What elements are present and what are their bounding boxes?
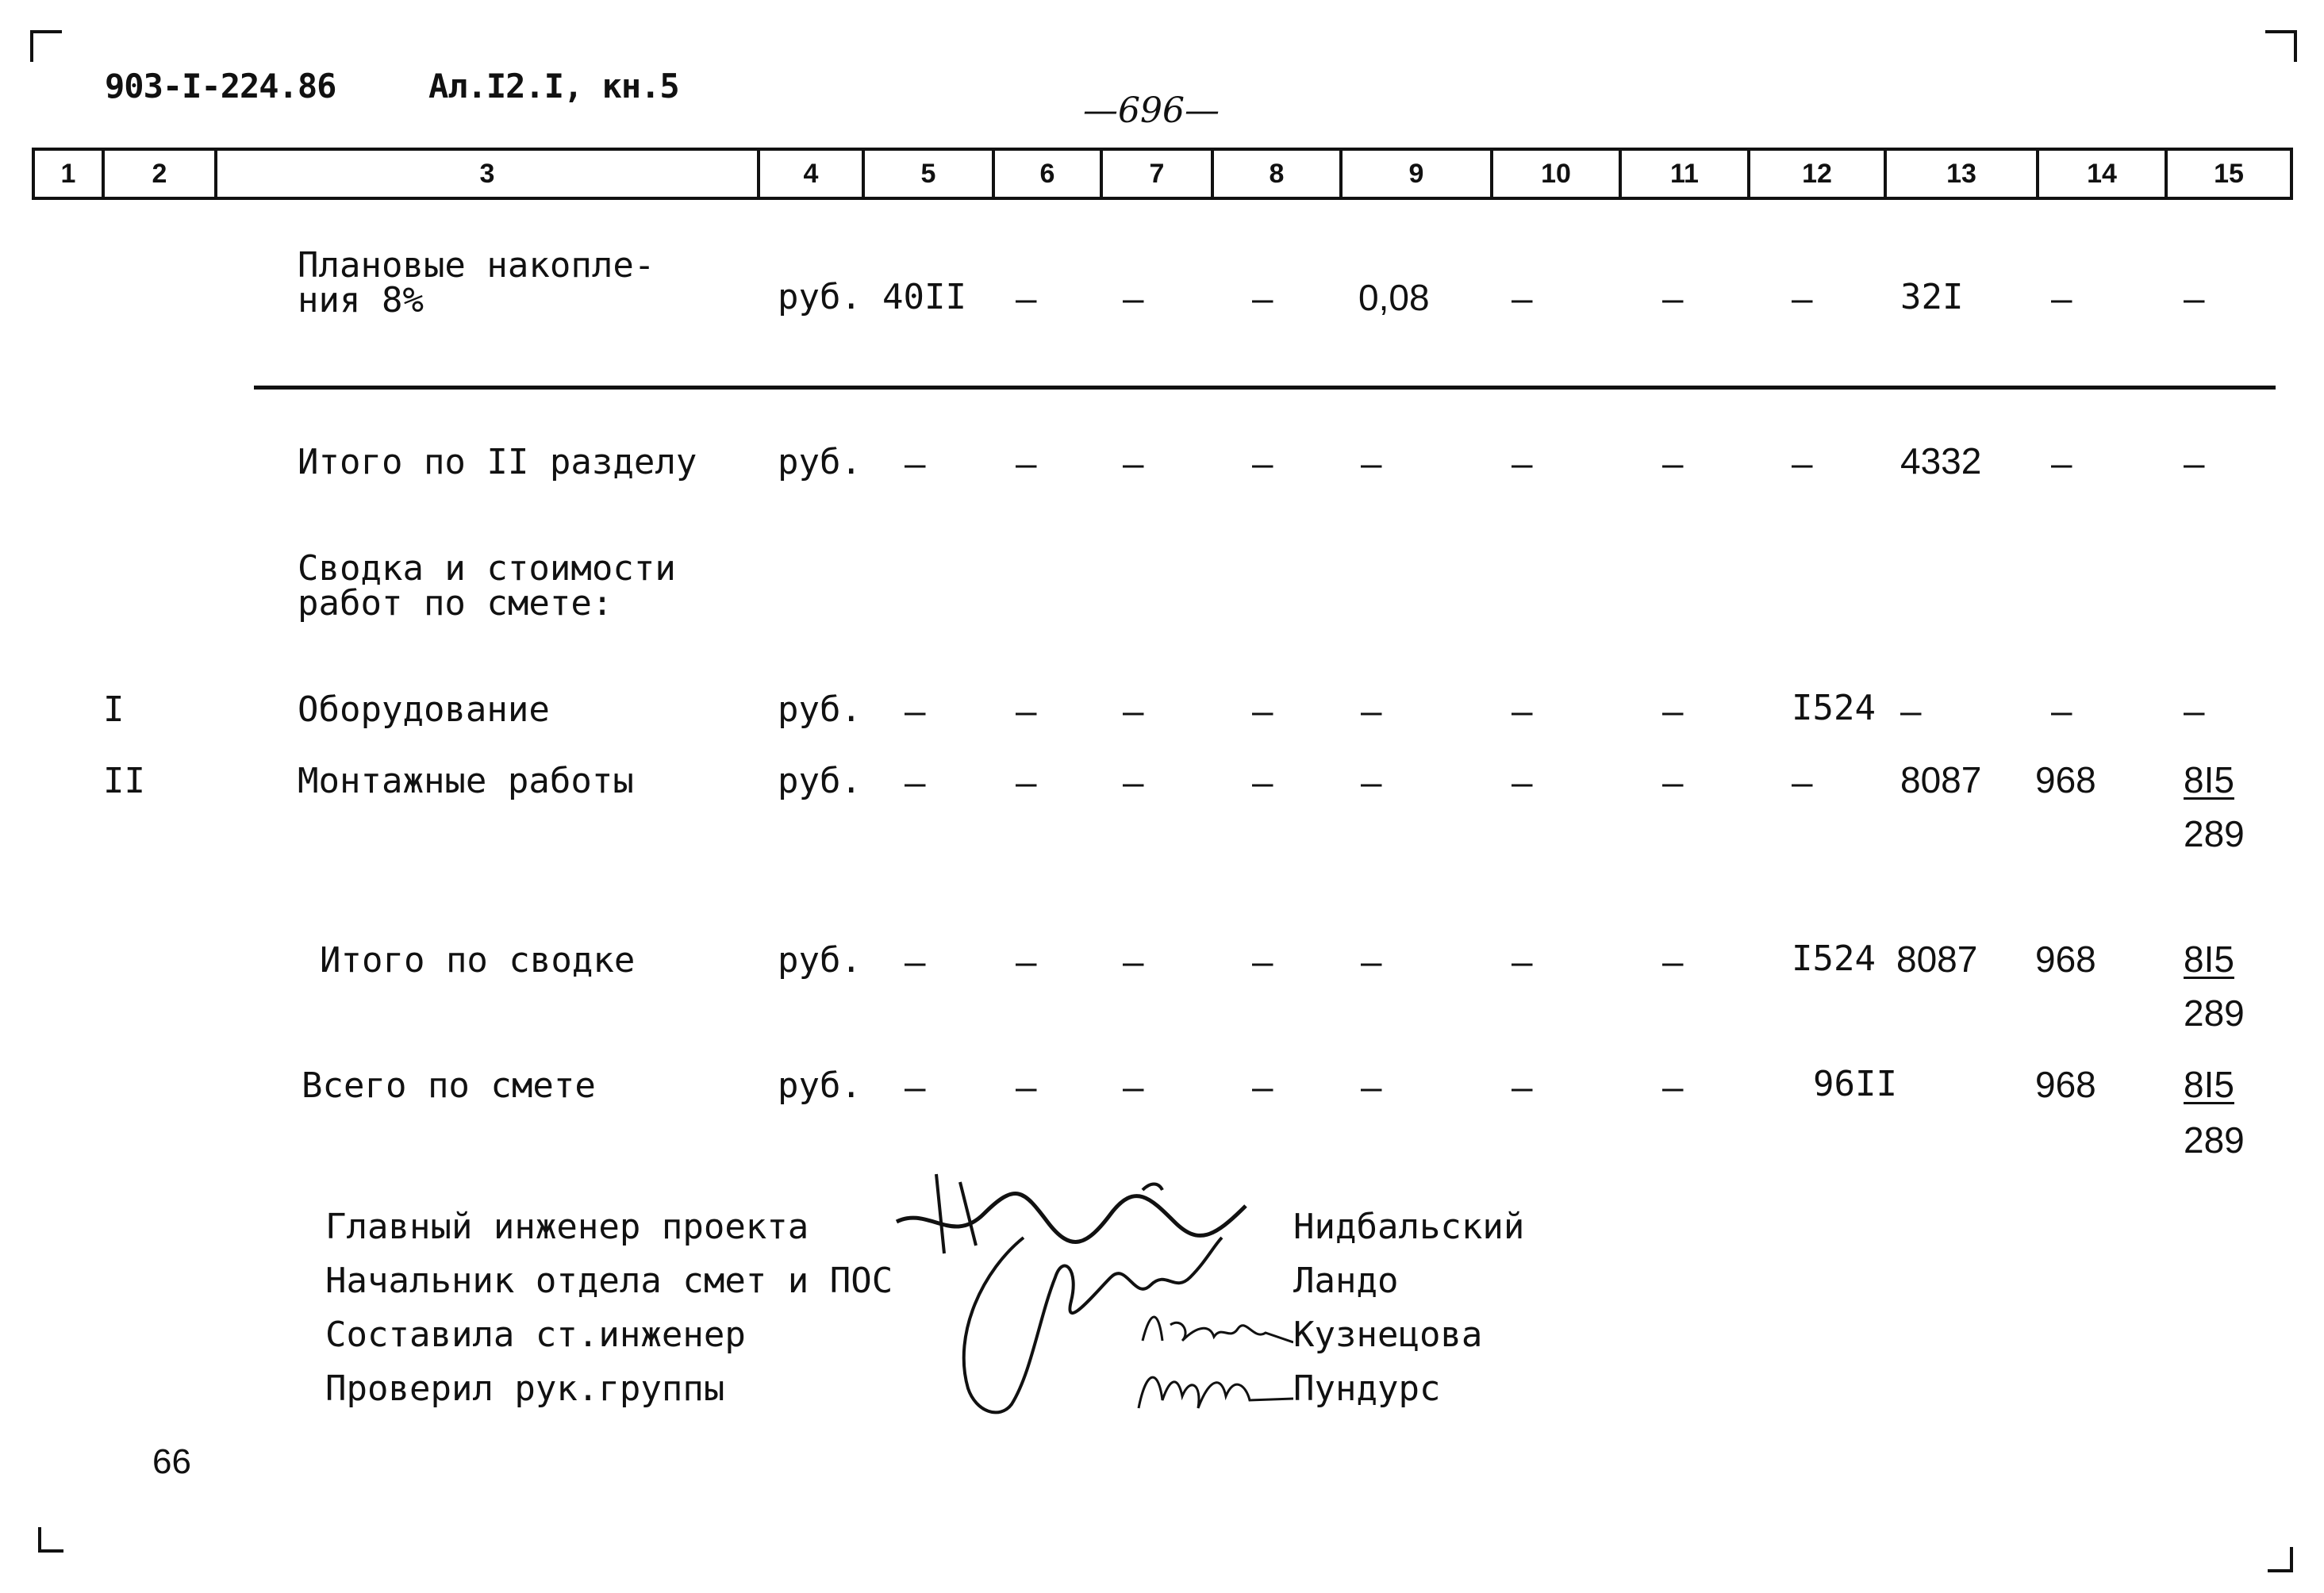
cell-col12: – bbox=[1792, 279, 1813, 320]
cell-col11: – bbox=[1662, 942, 1684, 983]
cell-col11: – bbox=[1662, 444, 1684, 485]
row-label-line1: Плановые накопле- bbox=[298, 245, 655, 286]
cell-col10: – bbox=[1512, 444, 1533, 485]
cell-col9: 0,08 bbox=[1358, 277, 1430, 318]
unit: руб. bbox=[778, 761, 862, 801]
cell-col12: I524 bbox=[1792, 939, 1876, 979]
cell-col13: 8087 bbox=[1900, 759, 1982, 800]
cell-col10: – bbox=[1512, 279, 1533, 320]
col-header-11: 11 bbox=[1619, 148, 1750, 200]
cell-col8: – bbox=[1252, 279, 1273, 320]
row-label: Итого по II разделу bbox=[298, 442, 697, 482]
cell-col5: – bbox=[905, 763, 926, 804]
cell-col12: – bbox=[1792, 763, 1813, 804]
cell-col15-numerator: 8I5 bbox=[2184, 759, 2234, 800]
col-header-7: 7 bbox=[1100, 148, 1214, 200]
col-header-12: 12 bbox=[1747, 148, 1887, 200]
cell-col13: 32I bbox=[1900, 277, 1964, 317]
row-label: Всего по смете bbox=[302, 1065, 596, 1106]
unit: руб. bbox=[778, 277, 862, 317]
cell-col11: – bbox=[1662, 1068, 1684, 1108]
col-header-1: 1 bbox=[32, 148, 105, 200]
section-divider-line bbox=[254, 386, 2276, 390]
unit: руб. bbox=[778, 689, 862, 730]
cell-col10: – bbox=[1512, 692, 1533, 732]
cell-col13: 8087 bbox=[1896, 939, 1978, 980]
cell-col14: – bbox=[2051, 444, 2072, 485]
col-header-2: 2 bbox=[102, 148, 217, 200]
cell-col6: – bbox=[1016, 279, 1037, 320]
cell-col8: – bbox=[1252, 444, 1273, 485]
corner-mark-top-left bbox=[30, 30, 62, 62]
cell-col15-numerator: 8I5 bbox=[2184, 1064, 2234, 1105]
col-header-6: 6 bbox=[992, 148, 1103, 200]
document-code: 903-I-224.86 bbox=[105, 67, 336, 106]
col-header-3: 3 bbox=[214, 148, 760, 200]
col-header-15: 15 bbox=[2165, 148, 2293, 200]
signature-role: Составила ст.инженер bbox=[325, 1315, 746, 1355]
unit: руб. bbox=[778, 442, 862, 482]
cell-col6: – bbox=[1016, 942, 1037, 983]
cell-col14: 968 bbox=[2035, 1064, 2096, 1105]
signature-name: Нидбальский bbox=[1293, 1207, 1525, 1247]
cell-col5: 40II bbox=[882, 277, 966, 317]
col-header-9: 9 bbox=[1339, 148, 1493, 200]
cell-col10: – bbox=[1512, 763, 1533, 804]
page-number: —696— bbox=[1083, 90, 1220, 131]
cell-col13: – bbox=[1900, 692, 1922, 732]
unit: руб. bbox=[778, 1065, 862, 1106]
cell-col9: – bbox=[1361, 444, 1382, 485]
cell-col5: – bbox=[905, 942, 926, 983]
row-label: Итого по сводке bbox=[320, 940, 636, 981]
row-number: II bbox=[103, 761, 145, 801]
cell-col6: – bbox=[1016, 444, 1037, 485]
cell-col5: – bbox=[905, 1068, 926, 1108]
cell-col14: – bbox=[2051, 692, 2072, 732]
cell-col15-numerator: 8I5 bbox=[2184, 939, 2234, 980]
cell-col15: – bbox=[2184, 279, 2205, 320]
cell-col5: – bbox=[905, 692, 926, 732]
cell-col12: I524 bbox=[1792, 688, 1876, 728]
summary-heading-line1: Сводка и стоимости bbox=[298, 548, 676, 589]
cell-col7: – bbox=[1123, 1068, 1144, 1108]
cell-col8: – bbox=[1252, 763, 1273, 804]
summary-heading-line2: работ по смете: bbox=[298, 583, 613, 624]
row-label: Оборудование bbox=[298, 689, 550, 730]
row-number: I bbox=[103, 689, 125, 730]
signature-role: Проверил рук.группы bbox=[325, 1368, 725, 1409]
corner-mark-bottom-right bbox=[2268, 1547, 2293, 1572]
cell-col9: – bbox=[1361, 1068, 1382, 1108]
cell-col15: – bbox=[2184, 444, 2205, 485]
cell-col14: – bbox=[2051, 279, 2072, 320]
cell-col10: – bbox=[1512, 942, 1533, 983]
cell-col10: – bbox=[1512, 1068, 1533, 1108]
handwritten-signature-compiler bbox=[1135, 1301, 1293, 1357]
cell-col14: 968 bbox=[2035, 939, 2096, 980]
cell-col14: 968 bbox=[2035, 759, 2096, 800]
cell-col15-denominator: 289 bbox=[2184, 1119, 2245, 1161]
cell-col12: – bbox=[1792, 444, 1813, 485]
signature-name: Пундурс bbox=[1293, 1368, 1441, 1409]
cell-col5: – bbox=[905, 444, 926, 485]
cell-col15-denominator: 289 bbox=[2184, 813, 2245, 854]
row-label-line2: ния 8% bbox=[298, 280, 424, 321]
cell-col11: – bbox=[1662, 279, 1684, 320]
cell-col6: – bbox=[1016, 763, 1037, 804]
cell-col8: – bbox=[1252, 692, 1273, 732]
unit: руб. bbox=[778, 940, 862, 981]
cell-col6: – bbox=[1016, 692, 1037, 732]
cell-col8: – bbox=[1252, 1068, 1273, 1108]
album-reference: Ал.I2.I, кн.5 bbox=[428, 67, 679, 106]
cell-col9: – bbox=[1361, 692, 1382, 732]
cell-col8: – bbox=[1252, 942, 1273, 983]
col-header-13: 13 bbox=[1884, 148, 2039, 200]
handwritten-signature-checker bbox=[1131, 1353, 1297, 1424]
cell-col7: – bbox=[1123, 942, 1144, 983]
col-header-10: 10 bbox=[1490, 148, 1622, 200]
signature-role: Главный инженер проекта bbox=[325, 1207, 809, 1247]
corner-mark-bottom-left bbox=[38, 1527, 63, 1553]
cell-col11: – bbox=[1662, 763, 1684, 804]
cell-col6: – bbox=[1016, 1068, 1037, 1108]
corner-mark-top-right bbox=[2265, 30, 2297, 62]
cell-col7: – bbox=[1123, 763, 1144, 804]
row-label: Монтажные работы bbox=[298, 761, 634, 801]
col-header-14: 14 bbox=[2036, 148, 2168, 200]
cell-col7: – bbox=[1123, 444, 1144, 485]
footer-mark: 66 bbox=[152, 1442, 191, 1481]
signature-name: Кузнецова bbox=[1293, 1315, 1483, 1355]
signature-name: Ландо bbox=[1293, 1261, 1399, 1301]
cell-col15-denominator: 289 bbox=[2184, 992, 2245, 1034]
cell-col15: – bbox=[2184, 692, 2205, 732]
cell-col12-13: 96II bbox=[1813, 1064, 1897, 1104]
signature-role: Начальник отдела смет и ПОС bbox=[325, 1261, 893, 1301]
cell-col7: – bbox=[1123, 279, 1144, 320]
col-header-8: 8 bbox=[1211, 148, 1343, 200]
cell-col11: – bbox=[1662, 692, 1684, 732]
cell-col9: – bbox=[1361, 763, 1382, 804]
col-header-5: 5 bbox=[862, 148, 995, 200]
col-header-4: 4 bbox=[757, 148, 865, 200]
cell-col13: 4332 bbox=[1900, 440, 1982, 482]
cell-col9: – bbox=[1361, 942, 1382, 983]
cell-col7: – bbox=[1123, 692, 1144, 732]
